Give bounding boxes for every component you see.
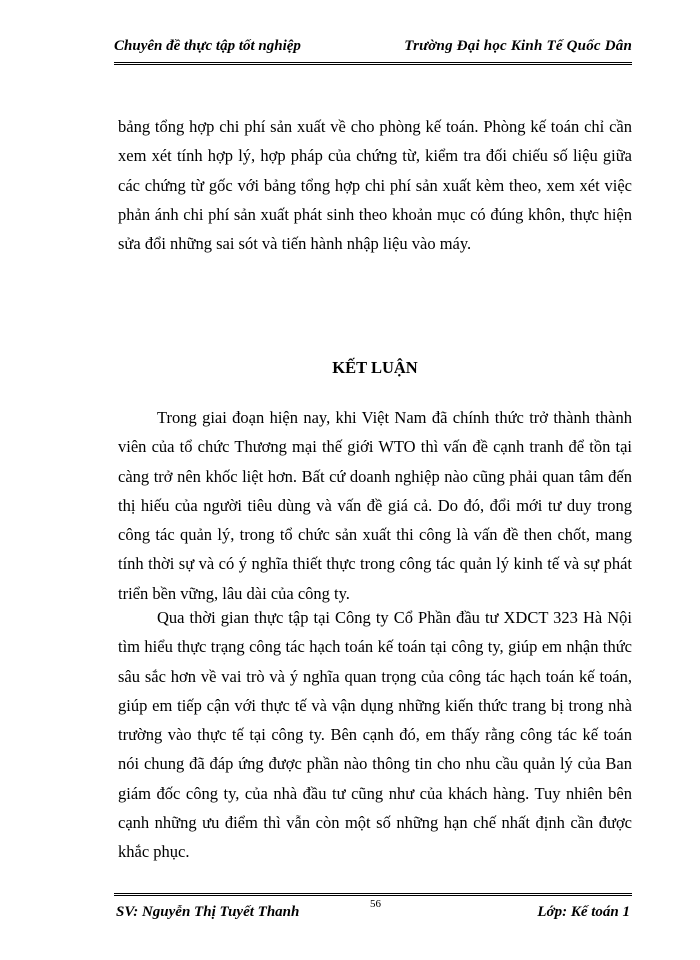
header-right-text: Trường Đại học Kinh Tế Quốc Dân [404, 38, 632, 54]
body-paragraph-1: Trong giai đoạn hiện nay, khi Việt Nam đã chính thức trở thành thành viên của tổ chức Thương mại thế giới WTO thì vấn đề cạnh tranh để tồn tại càng trở nên khốc liệt hơn. Bất cứ doanh nghiệp nào cũng phải quan tâm đến thị hiếu của người tiêu dùng và vấn đề giá cả. Do đó, đổi mới tư duy trong công tác quản lý, trong tổ chức sản xuất thi công là vấn đề then chốt, mang tính thời sự và có ý nghĩa thiết thực trong công tác quản lý kinh tế và sự phát triển bền vững, lâu dài của công ty. [118, 408, 632, 603]
page-number: 56 [370, 898, 381, 910]
footer-class: Lớp: Kế toán 1 [537, 904, 630, 920]
header-left-text: Chuyên đề thực tập tốt nghiệp [114, 38, 301, 54]
page-header [114, 38, 632, 65]
footer-student-name: SV: Nguyễn Thị Tuyết Thanh [116, 904, 300, 920]
page-footer [114, 893, 632, 920]
section-heading: KẾT LUẬN [332, 358, 418, 377]
body-paragraph-continued: bảng tổng hợp chi phí sản xuất về cho phòng kế toán. Phòng kế toán chỉ cần xem xét tính hợp lý, hợp pháp của chứng từ, kiểm tra đối chiếu số liệu giữa các chứng từ gốc với bảng tổng hợp chi phí sản xuất kèm theo, xem xét việc phản ánh chi phí sản xuất phát sinh theo khoản mục có đúng khôn, thực hiện sửa đổi những sai sót và tiến hành nhập liệu vào máy. [118, 117, 632, 254]
body-paragraph-2: Qua thời gian thực tập tại Công ty Cổ Phần đầu tư XDCT 323 Hà Nội tìm hiểu thực trạng công tác hạch toán kế toán tại công ty, giúp em nhận thức sâu sắc hơn về vai trò và ý nghĩa quan trọng của công tác hạch toán kế toán, giúp em tiếp cận với thực tế và vận dụng những kiến thức trang bị trong nhà trường vào thực tế tại công ty. Bên cạnh đó, em thấy rằng công tác kế toán nói chung đã đáp ứng được phần nào thông tin cho nhu cầu quản lý của Ban giám đốc công ty, của nhà đầu tư cũng như của khách hàng. Tuy nhiên bên cạnh những ưu điểm thì vẫn còn một số những hạn chế nhất định cần được khắc phục. [118, 608, 632, 862]
